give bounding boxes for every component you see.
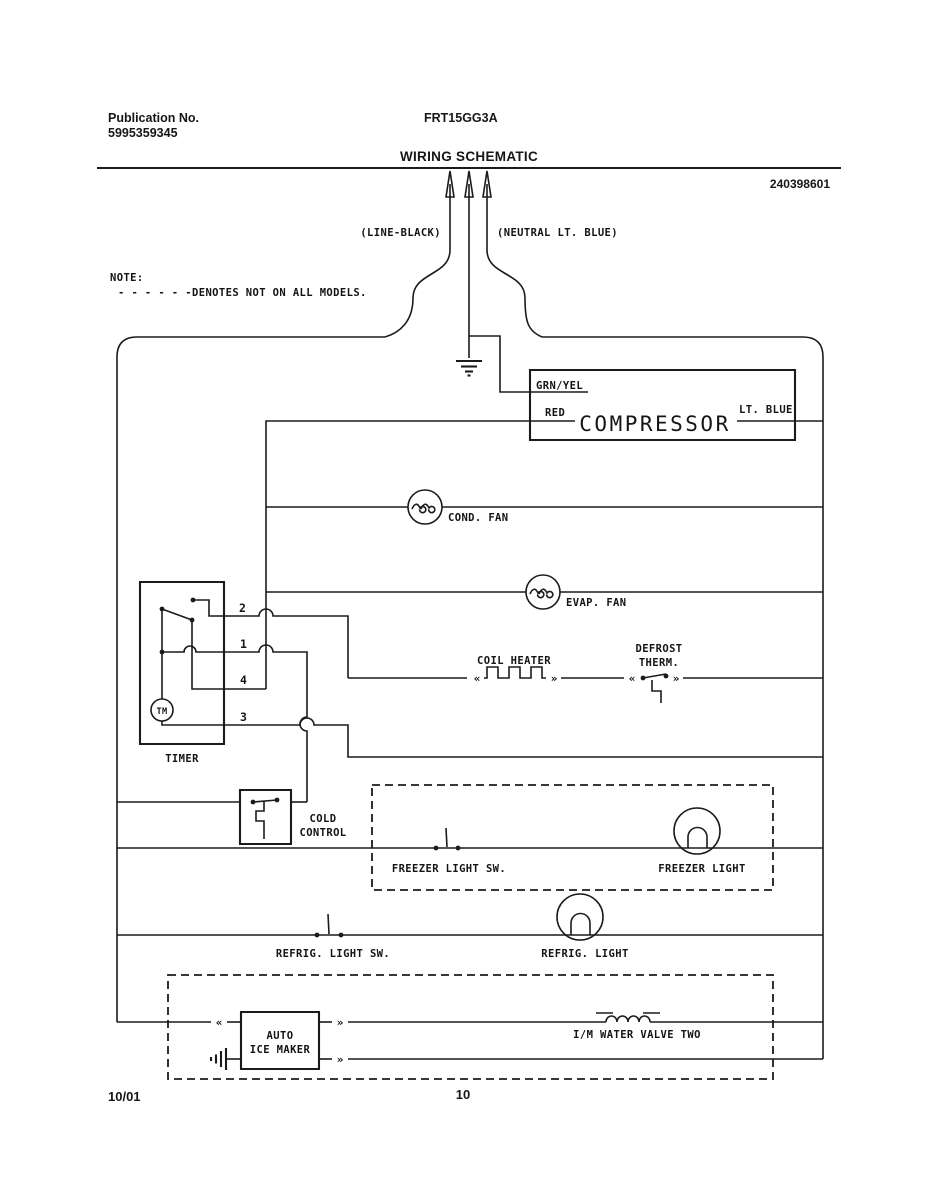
line-black-label: (LINE-BLACK) bbox=[360, 227, 441, 239]
freezer-light-sw-label: FREEZER LIGHT SW. bbox=[391, 863, 507, 875]
footer-date: 10/01 bbox=[108, 1089, 141, 1104]
cold-control-bellows bbox=[256, 801, 264, 839]
defrost-therm-contact-bar bbox=[643, 674, 666, 678]
evap-fan-label: EVAP. FAN bbox=[566, 597, 627, 609]
freezer-light-circuit bbox=[117, 785, 823, 890]
water-valve-coil-icon bbox=[606, 1016, 650, 1022]
timer-terminal-3-number: 3 bbox=[240, 710, 247, 724]
model-number: FRT15GG3A bbox=[424, 111, 498, 125]
evap-fan bbox=[266, 575, 823, 609]
refrig-light-circuit bbox=[117, 894, 823, 960]
coil-heater-label: COIL HEATER bbox=[477, 655, 551, 667]
defrost-timer bbox=[140, 582, 823, 802]
freezer-light-label: FREEZER LIGHT bbox=[658, 863, 746, 875]
cold-control-label-2: CONTROL bbox=[299, 827, 347, 839]
cold-control-box bbox=[240, 790, 291, 844]
freezer-switch-contact-dot bbox=[456, 846, 461, 851]
defrost-therm-label-1: DEFROST bbox=[635, 643, 683, 655]
connector-icon: » bbox=[550, 672, 558, 685]
publication-label: Publication No. bbox=[108, 111, 199, 125]
timer-terminal-4-wire bbox=[192, 620, 266, 689]
compressor-red-label: RED bbox=[545, 407, 566, 419]
timer-box bbox=[140, 582, 224, 744]
timer-terminal-4-number: 4 bbox=[240, 673, 247, 687]
defrost-therm-label-2: THERM. bbox=[638, 657, 680, 669]
compressor-grn-yel-label: GRN/YEL bbox=[536, 380, 584, 392]
ice-maker-circuit bbox=[117, 975, 823, 1079]
compressor-label: COMPRESSOR bbox=[579, 412, 731, 436]
defrost-circuit bbox=[348, 643, 823, 703]
freezer-switch-contact-dot bbox=[434, 846, 439, 851]
cold-control-lever bbox=[253, 800, 277, 802]
defrost-therm-capillary bbox=[652, 680, 661, 703]
neutral-wire-curve bbox=[487, 250, 542, 337]
main-buses bbox=[117, 337, 823, 1059]
page-title: WIRING SCHEMATIC bbox=[399, 149, 539, 164]
ground-symbol-icon bbox=[456, 361, 482, 376]
defrost-therm-contact-dot bbox=[664, 674, 669, 679]
note-heading: NOTE: bbox=[110, 272, 144, 284]
neutral-lt-blue-label: (NEUTRAL LT. BLUE) bbox=[497, 227, 618, 239]
water-valve-label: I/M WATER VALVE TWO bbox=[573, 1029, 701, 1041]
power-plug bbox=[360, 171, 618, 392]
refrig-light-bulb-icon bbox=[557, 894, 603, 940]
timer-node-dot bbox=[160, 650, 165, 655]
timer-motor-label: TM bbox=[156, 707, 168, 717]
footer-page-number: 10 bbox=[455, 1087, 471, 1102]
doc-number: 240398601 bbox=[769, 177, 830, 191]
compressor-feed-bus bbox=[266, 421, 575, 689]
connector-icon: « bbox=[473, 672, 481, 685]
refrig-light-label: REFRIG. LIGHT bbox=[541, 948, 629, 960]
ice-maker-label-1: AUTO bbox=[266, 1030, 294, 1042]
cond-fan bbox=[266, 490, 823, 524]
refrig-switch-contact-dot bbox=[339, 933, 344, 938]
refrig-light-sw-label: REFRIG. LIGHT SW. bbox=[275, 948, 391, 960]
timer-terminal-2-number: 2 bbox=[239, 601, 246, 615]
ice-maker-ground-icon bbox=[211, 1048, 241, 1070]
freezer-switch-plunger bbox=[446, 828, 447, 847]
cold-control-label-1: COLD bbox=[309, 813, 337, 825]
timer-terminal-3-wire bbox=[162, 718, 823, 757]
connector-icon: » bbox=[672, 672, 680, 685]
timer-label: TIMER bbox=[165, 753, 199, 765]
page-footer bbox=[108, 1087, 470, 1104]
ice-maker-label-2: ICE MAKER bbox=[249, 1044, 311, 1056]
timer-terminal-1-number: 1 bbox=[240, 637, 247, 651]
cond-fan-label: COND. FAN bbox=[448, 512, 509, 524]
refrig-switch-plunger bbox=[328, 914, 329, 934]
compressor-lt-blue-label: LT. BLUE bbox=[739, 404, 793, 416]
freezer-light-filament-icon bbox=[688, 828, 707, 849]
connector-icon: » bbox=[336, 1053, 344, 1066]
note-text: DENOTES NOT ON ALL MODELS. bbox=[192, 287, 367, 299]
refrig-switch-contact-dot bbox=[315, 933, 320, 938]
line-wire-curve bbox=[385, 250, 450, 337]
connector-icon: « bbox=[628, 672, 636, 685]
connector-icon: » bbox=[336, 1016, 344, 1029]
freezer-light-bulb-icon bbox=[674, 808, 720, 854]
timer-terminal-2-wire bbox=[193, 600, 348, 678]
note-block bbox=[110, 272, 367, 299]
publication-number: 5995359345 bbox=[108, 126, 178, 140]
refrig-light-filament-icon bbox=[571, 914, 590, 936]
compressor bbox=[266, 370, 823, 689]
left-line-bus bbox=[117, 337, 385, 1022]
timer-terminal-1-wire bbox=[162, 609, 307, 802]
coil-heater-element-icon bbox=[484, 667, 546, 678]
note-dashes: - - - - - - bbox=[118, 287, 192, 299]
timer-switch-lever bbox=[162, 609, 192, 620]
cold-control bbox=[117, 790, 347, 844]
connector-icon: « bbox=[215, 1016, 223, 1029]
